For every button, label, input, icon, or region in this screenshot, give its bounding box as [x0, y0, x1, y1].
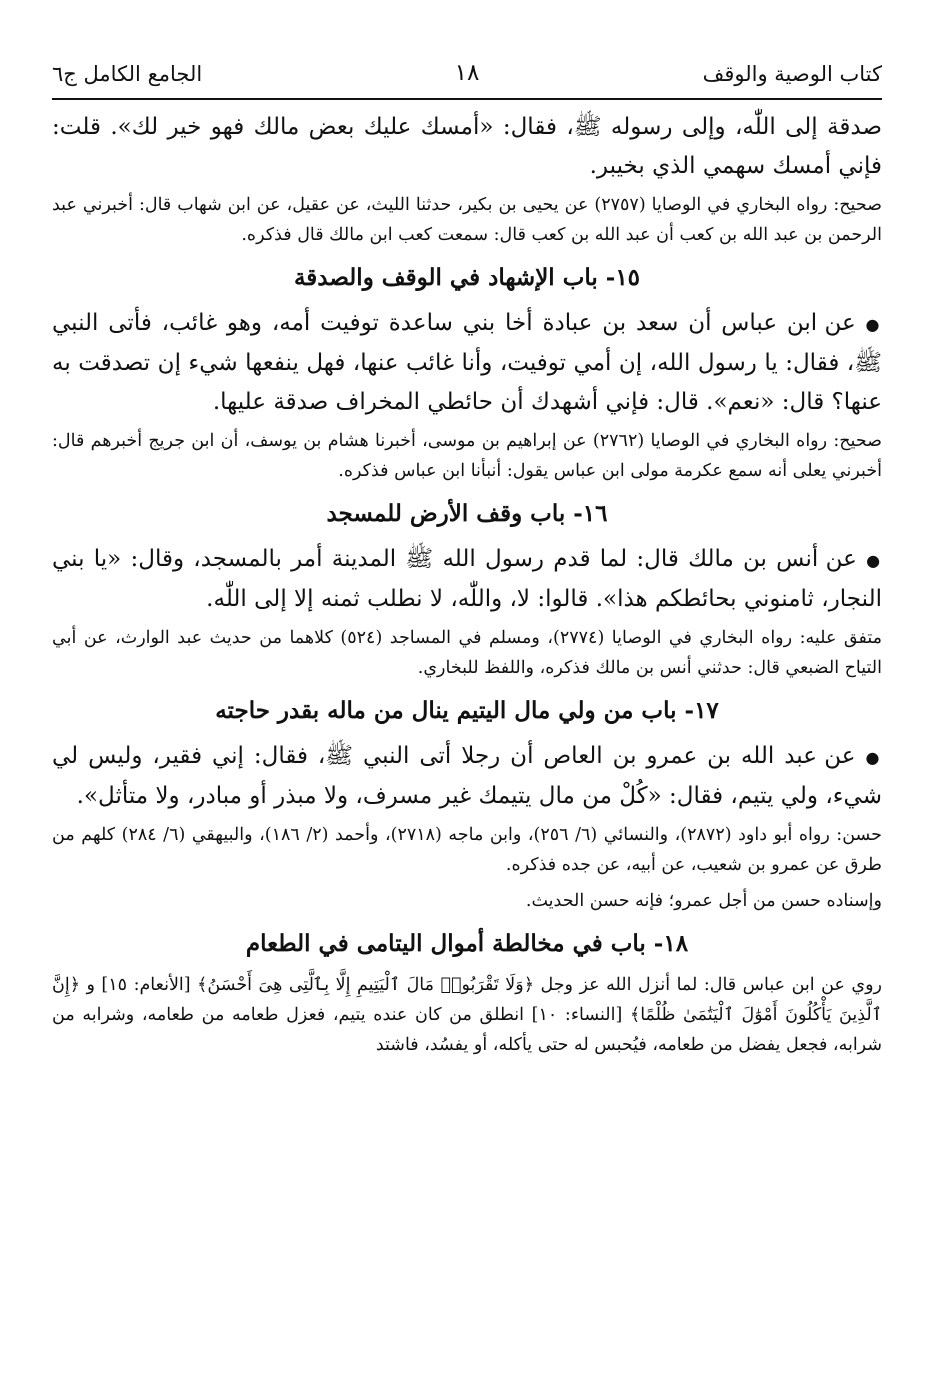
header-book-title: كتاب الوصية والوقف	[702, 62, 882, 86]
intro-text: صدقة إلى اللّٰه، وإلى رسوله ﷺ، فقال: «أمسك عليك بعض مالك فهو خير لك». قلت: فإني أمسك سهمي الذي بخيبر.	[52, 114, 882, 179]
section-text-16	[52, 540, 882, 619]
section-text-17	[52, 737, 882, 816]
section-heading-16: ١٦- باب وقف الأرض للمسجد	[326, 500, 608, 527]
section-body-15: عن ابن عباس أن سعد بن عبادة أخا بني ساعدة توفيت أمه، وهو غائب، فأتى النبي ﷺ، فقال: يا رسول الله، إن أمي توفيت، وأنا غائب عنها، فهل ينفعها شيء إن تصدقت به عنها؟ قال: «نعم». قال: فإني أشهدك أن حائطي المخراف صدقة عليها.	[52, 310, 882, 415]
page-number: ١٨	[454, 60, 480, 86]
section-text-15	[52, 304, 882, 422]
section-note-15: صحيح: رواه البخاري في الوصايا (٢٧٦٢) عن إبراهيم بن موسى، أخبرنا هشام بن يوسف، أن ابن جريج أخبرهم قال: أخبرني يعلى أنه سمع عكرمة مولى ابن عباس يقول: أنبأنا ابن عباس فذكره.	[52, 431, 882, 481]
header-rule	[52, 98, 882, 100]
page	[52, 52, 882, 1354]
bullet-icon: ●	[865, 748, 883, 767]
section-note2-17: وإسناده حسن من أجل عمرو؛ فإنه حسن الحديث.	[525, 891, 882, 911]
section-note-18: روي عن ابن عباس قال: لما أنزل الله عز وجل ﴿وَلَا تَقْرَبُوا۟ مَالَ ٱلْيَتِيمِ إِلَّا بِٱلَّتِى هِىَ أَحْسَنُ﴾ [الأنعام: ١٥] و ﴿إِنَّ ٱلَّذِينَ يَأْكُلُونَ أَمْوَٰلَ ٱلْيَتَٰمَىٰ ظُلْمًا﴾ [النساء: ١٠] انطلق من كان عنده يتيم، فعزل طعامه من طعامه، وشرابه من شرابه، فجعل يفضل من طعامه، فيُحبس له حتى يأكله، أو يفسُد، فاشتد	[52, 975, 883, 1055]
bullet-icon: ●	[865, 315, 882, 334]
section-body-16: عن أنس بن مالك قال: لما قدم رسول الله ﷺ المدينة أمر بالمسجد، وقال: «يا بني النجار، ثامنوني بحائطكم هذا». قالوا: لا، واللّٰه، لا نطلب ثمنه إلا إلى اللّٰه.	[52, 546, 882, 612]
bullet-icon: ●	[866, 551, 882, 570]
intro-note: صحيح: رواه البخاري في الوصايا (٢٧٥٧) عن يحيى بن بكير، حدثنا الليث، عن عقيل، عن ابن شهاب قال: أخبرني عبد الرحمن بن عبد الله بن كعب أن عبد الله بن كعب قال: سمعت كعب ابن مالك قال فذكره.	[52, 195, 882, 245]
section-heading-18: ١٨- باب في مخالطة أموال اليتامى في الطعام	[245, 930, 689, 957]
section-body-17: عن عبد الله بن عمرو بن العاص أن رجلا أتى النبي ﷺ، فقال: إني فقير، وليس لي شيء، ولي يتيم، فقال: «كُلْ من مال يتيمك غير مسرف، ولا مبذر أو مبادر، ولا متأثل».	[52, 743, 882, 809]
page-header	[52, 52, 882, 96]
section-note-17: حسن: رواه أبو داود (٢٨٧٢)، والنسائي (٦/ ٢٥٦)، وابن ماجه (٢٧١٨)، وأحمد (٢/ ١٨٦)، والبيهقي (٦/ ٢٨٤) كلهم من طرق عن عمرو بن شعيب، عن أبيه، عن جده فذكره.	[52, 825, 882, 875]
header-volume-title: الجامع الكامل ج٦	[52, 62, 203, 86]
section-heading-15: ١٥- باب الإشهاد في الوقف والصدقة	[293, 264, 641, 291]
section-note-16: متفق عليه: رواه البخاري في الوصايا (٢٧٧٤)، ومسلم في المساجد (٥٢٤) كلاهما من حديث عبد الوارث، عن أبي التياح الضبعي قال: حدثني أنس بن مالك فذكره، واللفظ للبخاري.	[52, 628, 882, 678]
section-heading-17: ١٧- باب من ولي مال اليتيم ينال من ماله بقدر حاجته	[215, 697, 719, 724]
